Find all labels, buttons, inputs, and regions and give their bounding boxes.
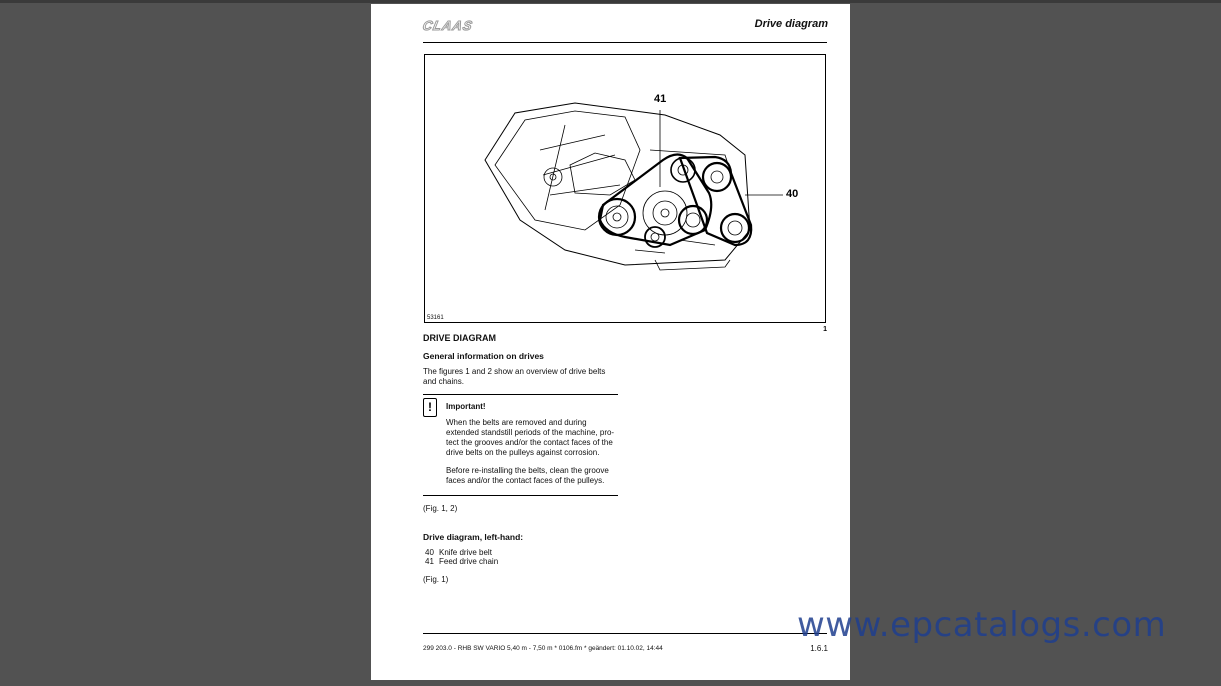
- important-line-3: tect the grooves and/or the contact faces of the: [446, 438, 613, 447]
- drive-diagram-figure: [424, 54, 826, 323]
- important-line-2: extended standstill periods of the machine, pro-: [446, 428, 615, 437]
- intro-line-2: and chains.: [423, 377, 464, 386]
- drive-diagram-drawing: [425, 55, 825, 322]
- document-page: [371, 4, 850, 680]
- page-number: 1.6.1: [810, 644, 828, 653]
- intro-line-1: The figures 1 and 2 show an overview of drive belts: [423, 367, 606, 376]
- left-hand-heading: Drive diagram, left-hand:: [423, 532, 524, 542]
- figure-reference-2: (Fig. 1): [423, 575, 449, 584]
- viewer-top-bar: [0, 0, 1221, 3]
- legend-num-40: 40: [425, 548, 434, 557]
- footer-divider: [423, 633, 827, 634]
- watermark: www.epcatalogs.com: [797, 605, 1167, 645]
- claas-logo: CLAAS: [421, 18, 475, 33]
- section-heading: DRIVE DIAGRAM: [423, 333, 497, 343]
- legend-label-40: Knife drive belt: [439, 548, 492, 557]
- important-line-1: When the belts are removed and during: [446, 418, 587, 427]
- important-top-rule: [423, 394, 618, 395]
- legend-label-41: Feed drive chain: [439, 557, 499, 566]
- figure-reference-1: (Fig. 1, 2): [423, 504, 458, 513]
- important-line-6: faces and/or the contact faces of the pulleys.: [446, 476, 605, 485]
- callout-41: 41: [654, 93, 667, 105]
- callout-40: 40: [786, 188, 799, 200]
- subheading-general-info: General information on drives: [423, 351, 544, 361]
- legend-num-41: 41: [425, 557, 434, 566]
- figure-number: 1: [823, 326, 827, 333]
- page-header-title: Drive diagram: [754, 18, 828, 30]
- important-bottom-rule: [423, 495, 618, 496]
- exclamation-icon: !: [423, 398, 437, 417]
- important-line-5: Before re-installing the belts, clean the groove: [446, 466, 609, 475]
- footer-reference: 299 203.0 - RHB SW VARIO 5,40 m - 7,50 m * 0106.fm * geändert: 01.10.02, 14:44: [423, 645, 663, 652]
- important-label: Important!: [446, 402, 486, 411]
- figure-code: 53161: [427, 315, 444, 321]
- header-divider: [423, 42, 827, 43]
- important-line-4: drive belts on the pulleys against corrosion.: [446, 448, 600, 457]
